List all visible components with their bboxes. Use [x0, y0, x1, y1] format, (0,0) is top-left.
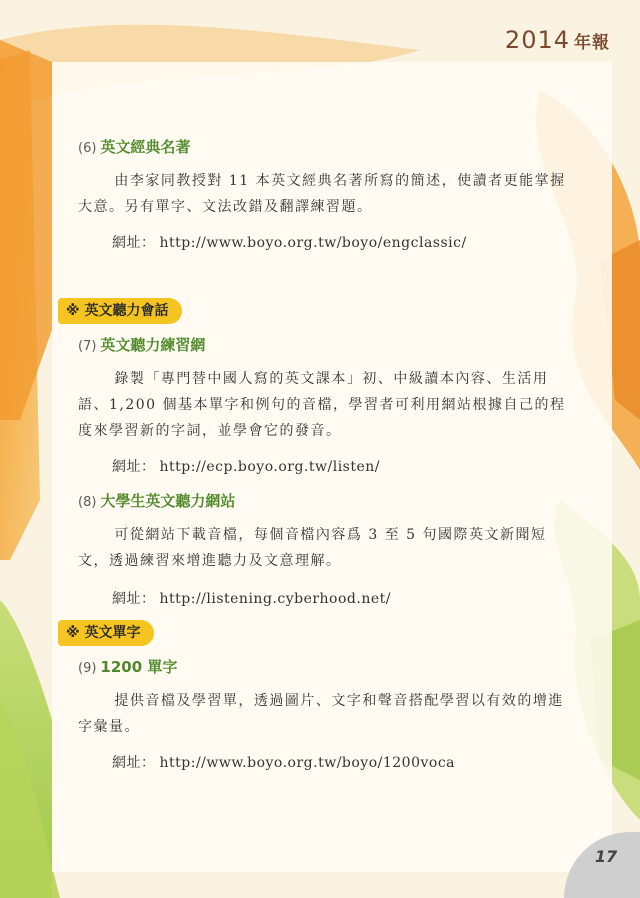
url-label: 網址： — [112, 755, 156, 771]
item-title: 1200 單字 — [100, 658, 178, 676]
url-label: 網址： — [112, 459, 156, 475]
item-description: 提供音檔及學習單，透過圖片、文字和聲音搭配學習以有效的增進字彙量。 — [78, 693, 564, 735]
section-banner-listening: ※ 英文聽力會話 — [58, 298, 182, 324]
item-description: 可從網站下載音檔，每個音檔內容爲 3 至 5 句國際英文新聞短文，透過練習來增進聽力及文意理解。 — [78, 527, 547, 569]
item-number: (6) — [78, 141, 97, 156]
item-url-line — [112, 456, 380, 476]
item-number: (9) — [78, 661, 97, 676]
item-url-line — [112, 752, 455, 772]
item-heading — [78, 490, 235, 511]
item-title: 大學生英文聽力網站 — [100, 492, 236, 510]
page-number: 17 — [564, 832, 640, 898]
url-label: 網址： — [112, 235, 156, 251]
year-number: 2014 — [504, 26, 570, 54]
item-url-line — [112, 588, 391, 608]
item-heading — [78, 136, 190, 157]
item-url[interactable]: http://ecp.boyo.org.tw/listen/ — [159, 459, 380, 475]
url-label: 網址： — [112, 591, 156, 607]
item-description: 由李家同教授對 11 本英文經典名著所寫的簡述，使讀者更能掌握大意。另有單字、文法改錯及翻譯練習題。 — [78, 173, 566, 215]
item-url[interactable]: http://www.boyo.org.tw/boyo/1200voca — [159, 755, 456, 771]
year-suffix: 年報 — [574, 33, 610, 53]
item-title: 英文聽力練習網 — [100, 336, 206, 354]
item-title: 英文經典名著 — [100, 138, 191, 156]
item-heading — [78, 334, 205, 355]
item-url-line — [112, 232, 467, 252]
section-banner-vocabulary: ※ 英文單字 — [58, 620, 154, 646]
item-heading — [78, 656, 177, 677]
item-number: (7) — [78, 339, 97, 354]
item-description: 錄製「專門替中國人寫的英文課本」初、中級讀本內容、生活用語、1,200 個基本單字和例句的音檔，學習者可利用網站根據自己的程度來學習新的字詞，並學會它的發音。 — [78, 371, 566, 439]
item-url[interactable]: http://www.boyo.org.tw/boyo/engclassic/ — [159, 235, 467, 251]
report-year — [505, 26, 610, 54]
item-number: (8) — [78, 495, 97, 510]
item-url[interactable]: http://listening.cyberhood.net/ — [159, 591, 391, 607]
